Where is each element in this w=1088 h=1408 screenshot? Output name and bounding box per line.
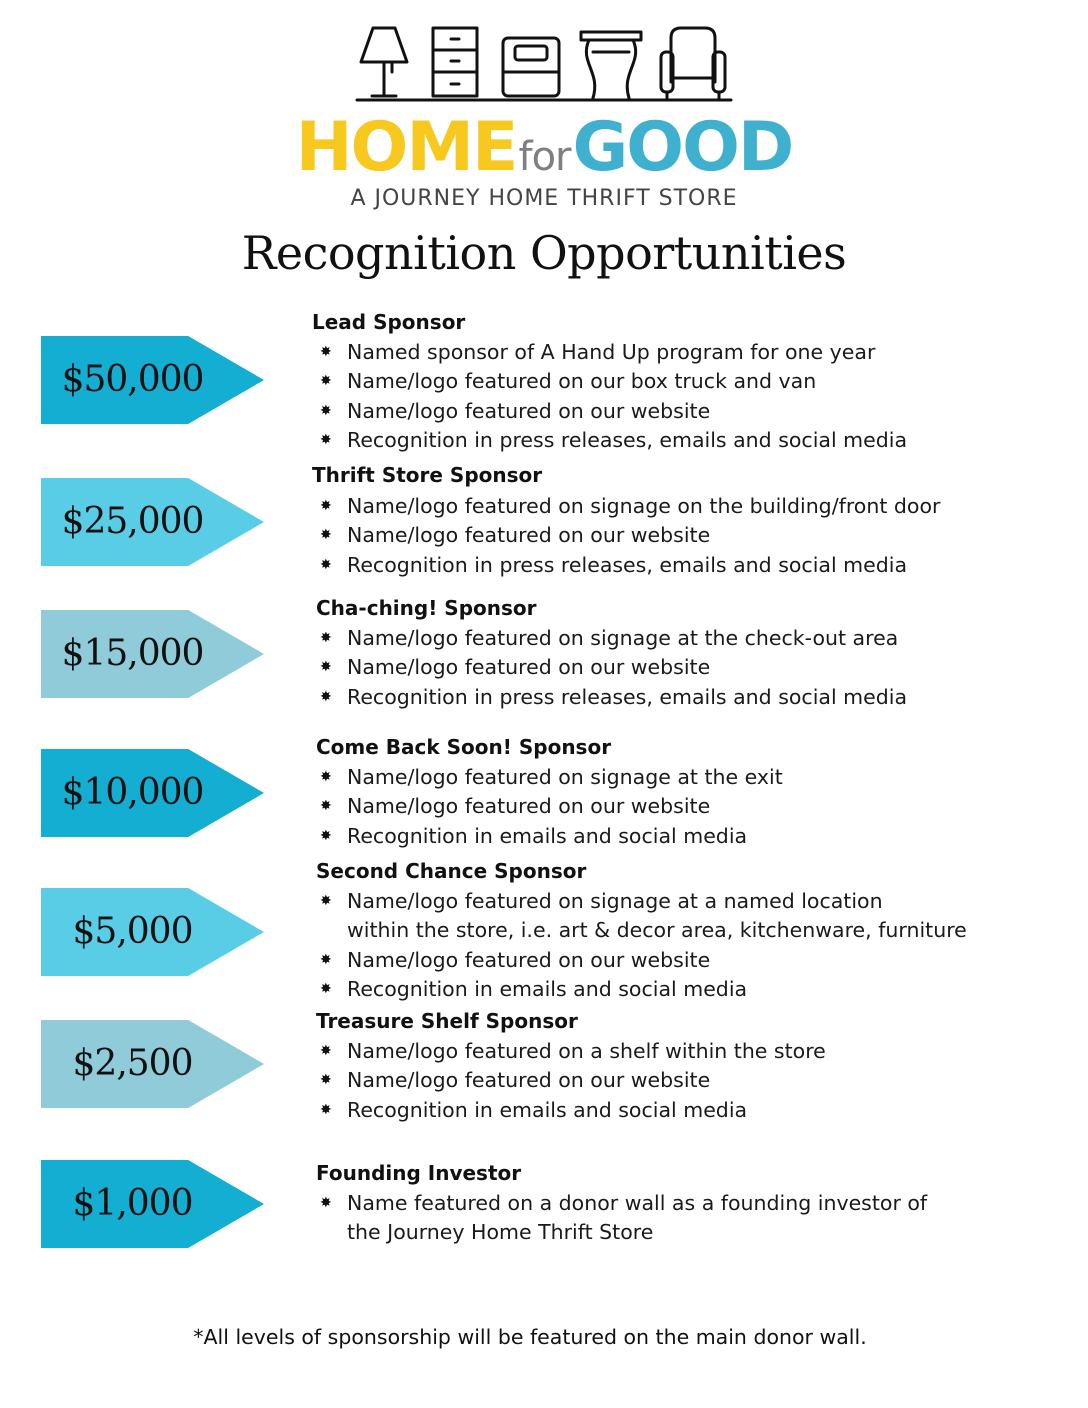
tier-title: Thrift Store Sponsor [312, 463, 543, 487]
table-icon [581, 32, 641, 98]
benefit-text: Name/logo featured on our website [347, 523, 711, 548]
benefit-list [320, 887, 967, 1005]
bullet-icon: ✸ [320, 827, 332, 844]
benefit-text: Name/logo featured on signage at the exit [347, 765, 783, 789]
benefit-item-continuation [320, 916, 967, 945]
tier-title: Lead Sponsor [312, 310, 466, 334]
bed-icon [503, 38, 559, 96]
benefit-item [320, 367, 907, 396]
benefit-text: Recognition in emails and social media [347, 977, 748, 1002]
benefit-item [320, 653, 907, 682]
bullet-icon: ✸ [320, 556, 332, 573]
benefit-item [320, 763, 783, 792]
benefit-item [320, 492, 940, 521]
benefit-item [320, 887, 967, 916]
benefit-item [320, 683, 907, 712]
bullet-icon: ✸ [320, 1043, 332, 1059]
benefit-item-continuation [320, 1218, 927, 1247]
amount-tag [41, 1020, 264, 1108]
bullet-icon: ✸ [320, 630, 332, 646]
armchair-icon [661, 28, 725, 98]
benefit-item [320, 426, 907, 455]
benefit-text: within the store, i.e. art & decor area, kitchenware, furniture [347, 918, 967, 943]
benefit-text: Recognition in press releases, emails and social media [347, 428, 908, 453]
benefit-item [320, 521, 940, 550]
bullet-icon: ✸ [320, 1101, 332, 1118]
furniture-illustration [355, 22, 735, 104]
benefit-text: Name/logo featured on signage at a named location [347, 889, 883, 913]
amount-tag [41, 610, 264, 698]
benefit-item [320, 1096, 826, 1125]
bullet-icon: ✸ [320, 498, 332, 514]
amount-tag [41, 336, 264, 424]
benefit-item [320, 822, 783, 851]
benefit-item [320, 338, 907, 367]
benefit-item [320, 624, 907, 653]
benefit-text: Name/logo featured on a shelf within the store [347, 1039, 826, 1063]
amount-label: $50,000 [61, 359, 204, 400]
bullet-icon: ✸ [320, 373, 332, 390]
home-for-good-logo [0, 108, 1088, 187]
logo-tagline: A JOURNEY HOME THRIFT STORE [350, 186, 738, 211]
benefit-text: Recognition in emails and social media [347, 823, 748, 848]
benefit-item [320, 397, 907, 426]
benefit-list [320, 1189, 927, 1248]
benefit-list [320, 624, 907, 712]
lamp-icon [361, 28, 407, 96]
benefit-item [320, 551, 940, 580]
tier-title: Come Back Soon! Sponsor [316, 735, 612, 759]
logo-home: HOME [295, 108, 517, 187]
benefit-text: Recognition in press releases, emails and social media [347, 552, 908, 577]
benefit-list [320, 492, 940, 580]
bullet-icon: ✸ [320, 798, 332, 815]
benefit-item [320, 975, 967, 1004]
bullet-icon: ✸ [320, 893, 332, 909]
amount-label: $15,000 [61, 633, 204, 674]
bullet-icon: ✸ [320, 659, 332, 676]
benefit-text: Name/logo featured on our website [347, 655, 711, 680]
amount-tag [41, 749, 264, 837]
amount-label: $2,500 [72, 1043, 193, 1084]
benefit-item [320, 792, 783, 821]
bullet-icon: ✸ [320, 688, 332, 705]
amount-tag [41, 1160, 264, 1248]
page-title: Recognition Opportunities [241, 226, 847, 280]
benefit-list [320, 763, 783, 851]
benefit-text: Name/logo featured on signage at the check-out area [347, 626, 899, 650]
benefit-text: Name/logo featured on our box truck and van [347, 369, 817, 394]
amount-label: $5,000 [72, 911, 193, 952]
logo-good: GOOD [572, 108, 793, 187]
tier-title: Founding Investor [316, 1161, 522, 1185]
benefit-text: Name/logo featured on our website [347, 398, 711, 423]
tier-title: Second Chance Sponsor [316, 859, 587, 883]
benefit-item [320, 1066, 826, 1095]
benefit-text: Name/logo featured on our website [347, 947, 711, 972]
amount-label: $25,000 [61, 501, 204, 542]
bullet-icon: ✸ [320, 1195, 332, 1211]
logo-for: for [518, 134, 571, 180]
benefit-item [320, 1037, 826, 1066]
amount-tag [41, 478, 264, 566]
amount-tag [41, 888, 264, 976]
bullet-icon: ✸ [320, 769, 332, 785]
benefit-text: Name featured on a donor wall as a founding investor of [347, 1191, 928, 1215]
bullet-icon: ✸ [320, 527, 332, 544]
benefit-text: Named sponsor of A Hand Up program for one year [347, 340, 876, 364]
bullet-icon: ✸ [320, 402, 332, 419]
bullet-icon: ✸ [320, 1072, 332, 1089]
bullet-icon: ✸ [320, 344, 332, 360]
bullet-icon: ✸ [320, 951, 332, 968]
benefit-text: Recognition in press releases, emails and social media [347, 684, 908, 709]
tier-title: Treasure Shelf Sponsor [316, 1009, 578, 1033]
benefit-list [320, 338, 907, 456]
footnote: *All levels of sponsorship will be featured on the main donor wall. [193, 1325, 867, 1349]
bullet-icon: ✸ [320, 981, 332, 998]
benefit-text: Name/logo featured on our website [347, 1068, 711, 1093]
benefit-text: Recognition in emails and social media [347, 1097, 748, 1122]
benefit-text: Name/logo featured on signage on the building/front door [347, 494, 941, 518]
amount-label: $1,000 [72, 1183, 193, 1224]
benefit-item [320, 946, 967, 975]
benefit-text: Name/logo featured on our website [347, 794, 711, 819]
amount-label: $10,000 [61, 772, 204, 813]
benefit-item [320, 1189, 927, 1218]
tier-title: Cha-ching! Sponsor [316, 596, 537, 620]
bullet-icon: ✸ [320, 432, 332, 449]
benefit-text: the Journey Home Thrift Store [347, 1220, 654, 1245]
dresser-icon [433, 28, 477, 96]
benefit-list [320, 1037, 826, 1125]
